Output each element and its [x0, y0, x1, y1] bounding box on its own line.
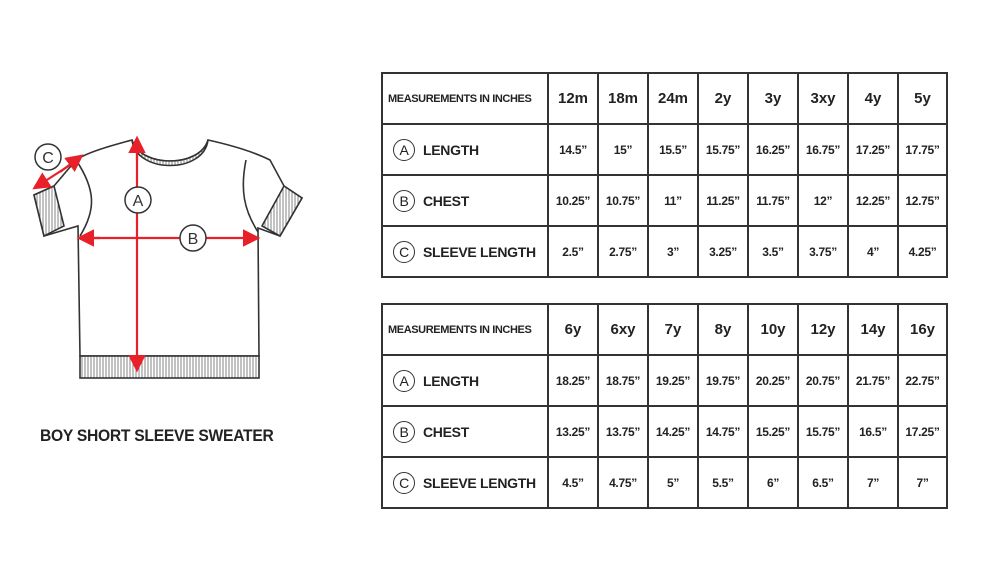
measurement-value: 10.25”: [548, 175, 598, 226]
table-row: [382, 175, 947, 226]
measurement-value: 10.75”: [598, 175, 648, 226]
measurement-value: 13.75”: [598, 406, 648, 457]
table-row: [382, 355, 947, 406]
measurement-value: 7”: [898, 457, 947, 508]
measurement-value: 5.5”: [698, 457, 748, 508]
measurement-value: 5”: [648, 457, 698, 508]
measurement-value: 15.5”: [648, 124, 698, 175]
measurement-value: 3.75”: [798, 226, 848, 277]
measurement-value: 20.75”: [798, 355, 848, 406]
measurement-value: 3.25”: [698, 226, 748, 277]
measurement-value: 15.25”: [748, 406, 798, 457]
size-header: 8y: [698, 304, 748, 355]
size-header: 3y: [748, 73, 798, 124]
size-header: 3xy: [798, 73, 848, 124]
svg-text:C: C: [42, 150, 54, 167]
measurement-value: 14.75”: [698, 406, 748, 457]
marker-a: [125, 187, 151, 213]
measurement-value: 12”: [798, 175, 848, 226]
measurement-value: 12.25”: [848, 175, 898, 226]
measurement-label: LENGTH: [423, 141, 479, 158]
marker-c: [35, 144, 61, 170]
measurement-value: 15.75”: [798, 406, 848, 457]
svg-text:B: B: [187, 231, 199, 248]
measurement-marker: A: [393, 139, 415, 161]
measurement-value: 7”: [848, 457, 898, 508]
measurement-value: 15.75”: [698, 124, 748, 175]
row-label: [382, 355, 548, 406]
measurement-value: 17.25”: [848, 124, 898, 175]
size-header: 4y: [848, 73, 898, 124]
measurement-value: 2.75”: [598, 226, 648, 277]
measurement-value: 16.5”: [848, 406, 898, 457]
size-table-bottom: [381, 303, 948, 509]
size-header: 16y: [898, 304, 947, 355]
table-row: [382, 226, 947, 277]
row-label: [382, 457, 548, 508]
size-header: 14y: [848, 304, 898, 355]
header-row: [382, 304, 947, 355]
measurement-label: CHEST: [423, 423, 469, 440]
table-row: [382, 124, 947, 175]
size-header: 10y: [748, 304, 798, 355]
measurement-value: 4.75”: [598, 457, 648, 508]
size-header: 12y: [798, 304, 848, 355]
measurement-label: SLEEVE LENGTH: [423, 474, 536, 491]
measurement-value: 4”: [848, 226, 898, 277]
measurement-value: 18.75”: [598, 355, 648, 406]
measurement-value: 22.75”: [898, 355, 947, 406]
measurement-value: 4.5”: [548, 457, 598, 508]
measurement-value: 21.75”: [848, 355, 898, 406]
size-header: 5y: [898, 73, 947, 124]
product-title: BOY SHORT SLEEVE SWEATER: [40, 426, 274, 445]
measurement-value: 6.5”: [798, 457, 848, 508]
measurement-value: 15”: [598, 124, 648, 175]
row-label: [382, 124, 548, 175]
size-header: 18m: [598, 73, 648, 124]
header-row: [382, 73, 947, 124]
table-row: [382, 457, 947, 508]
measurement-value: 11”: [648, 175, 698, 226]
measurement-value: 16.25”: [748, 124, 798, 175]
measurement-value: 12.75”: [898, 175, 947, 226]
measurement-marker: B: [393, 421, 415, 443]
sweater-outline: [34, 140, 302, 378]
measurement-value: 17.75”: [898, 124, 947, 175]
measurement-label: LENGTH: [423, 372, 479, 389]
measurement-value: 14.25”: [648, 406, 698, 457]
measurement-value: 4.25”: [898, 226, 947, 277]
row-label: [382, 175, 548, 226]
measurement-value: 11.75”: [748, 175, 798, 226]
measurement-marker: C: [393, 241, 415, 263]
measurement-value: 2.5”: [548, 226, 598, 277]
svg-text:A: A: [132, 193, 144, 210]
measurement-marker: C: [393, 472, 415, 494]
size-table-top: [381, 72, 948, 278]
measurement-value: 14.5”: [548, 124, 598, 175]
row-label: [382, 226, 548, 277]
table-row: [382, 406, 947, 457]
measurements-header: MEASUREMENTS IN INCHES: [382, 73, 548, 124]
measurements-header: MEASUREMENTS IN INCHES: [382, 304, 548, 355]
size-header: 12m: [548, 73, 598, 124]
size-header: 2y: [698, 73, 748, 124]
size-header: 24m: [648, 73, 698, 124]
measurement-value: 19.25”: [648, 355, 698, 406]
measurement-value: 3.5”: [748, 226, 798, 277]
row-label: [382, 406, 548, 457]
measurement-value: 18.25”: [548, 355, 598, 406]
measurement-value: 20.25”: [748, 355, 798, 406]
measurement-value: 16.75”: [798, 124, 848, 175]
measurement-marker: A: [393, 370, 415, 392]
sweater-diagram: [0, 0, 330, 420]
marker-b: [180, 225, 206, 251]
measurement-label: CHEST: [423, 192, 469, 209]
size-header: 6y: [548, 304, 598, 355]
measurement-value: 19.75”: [698, 355, 748, 406]
measurement-value: 11.25”: [698, 175, 748, 226]
measurement-value: 17.25”: [898, 406, 947, 457]
measurement-value: 6”: [748, 457, 798, 508]
measurement-value: 13.25”: [548, 406, 598, 457]
size-header: 6xy: [598, 304, 648, 355]
measurement-label: SLEEVE LENGTH: [423, 243, 536, 260]
size-header: 7y: [648, 304, 698, 355]
measurement-value: 3”: [648, 226, 698, 277]
measurement-marker: B: [393, 190, 415, 212]
